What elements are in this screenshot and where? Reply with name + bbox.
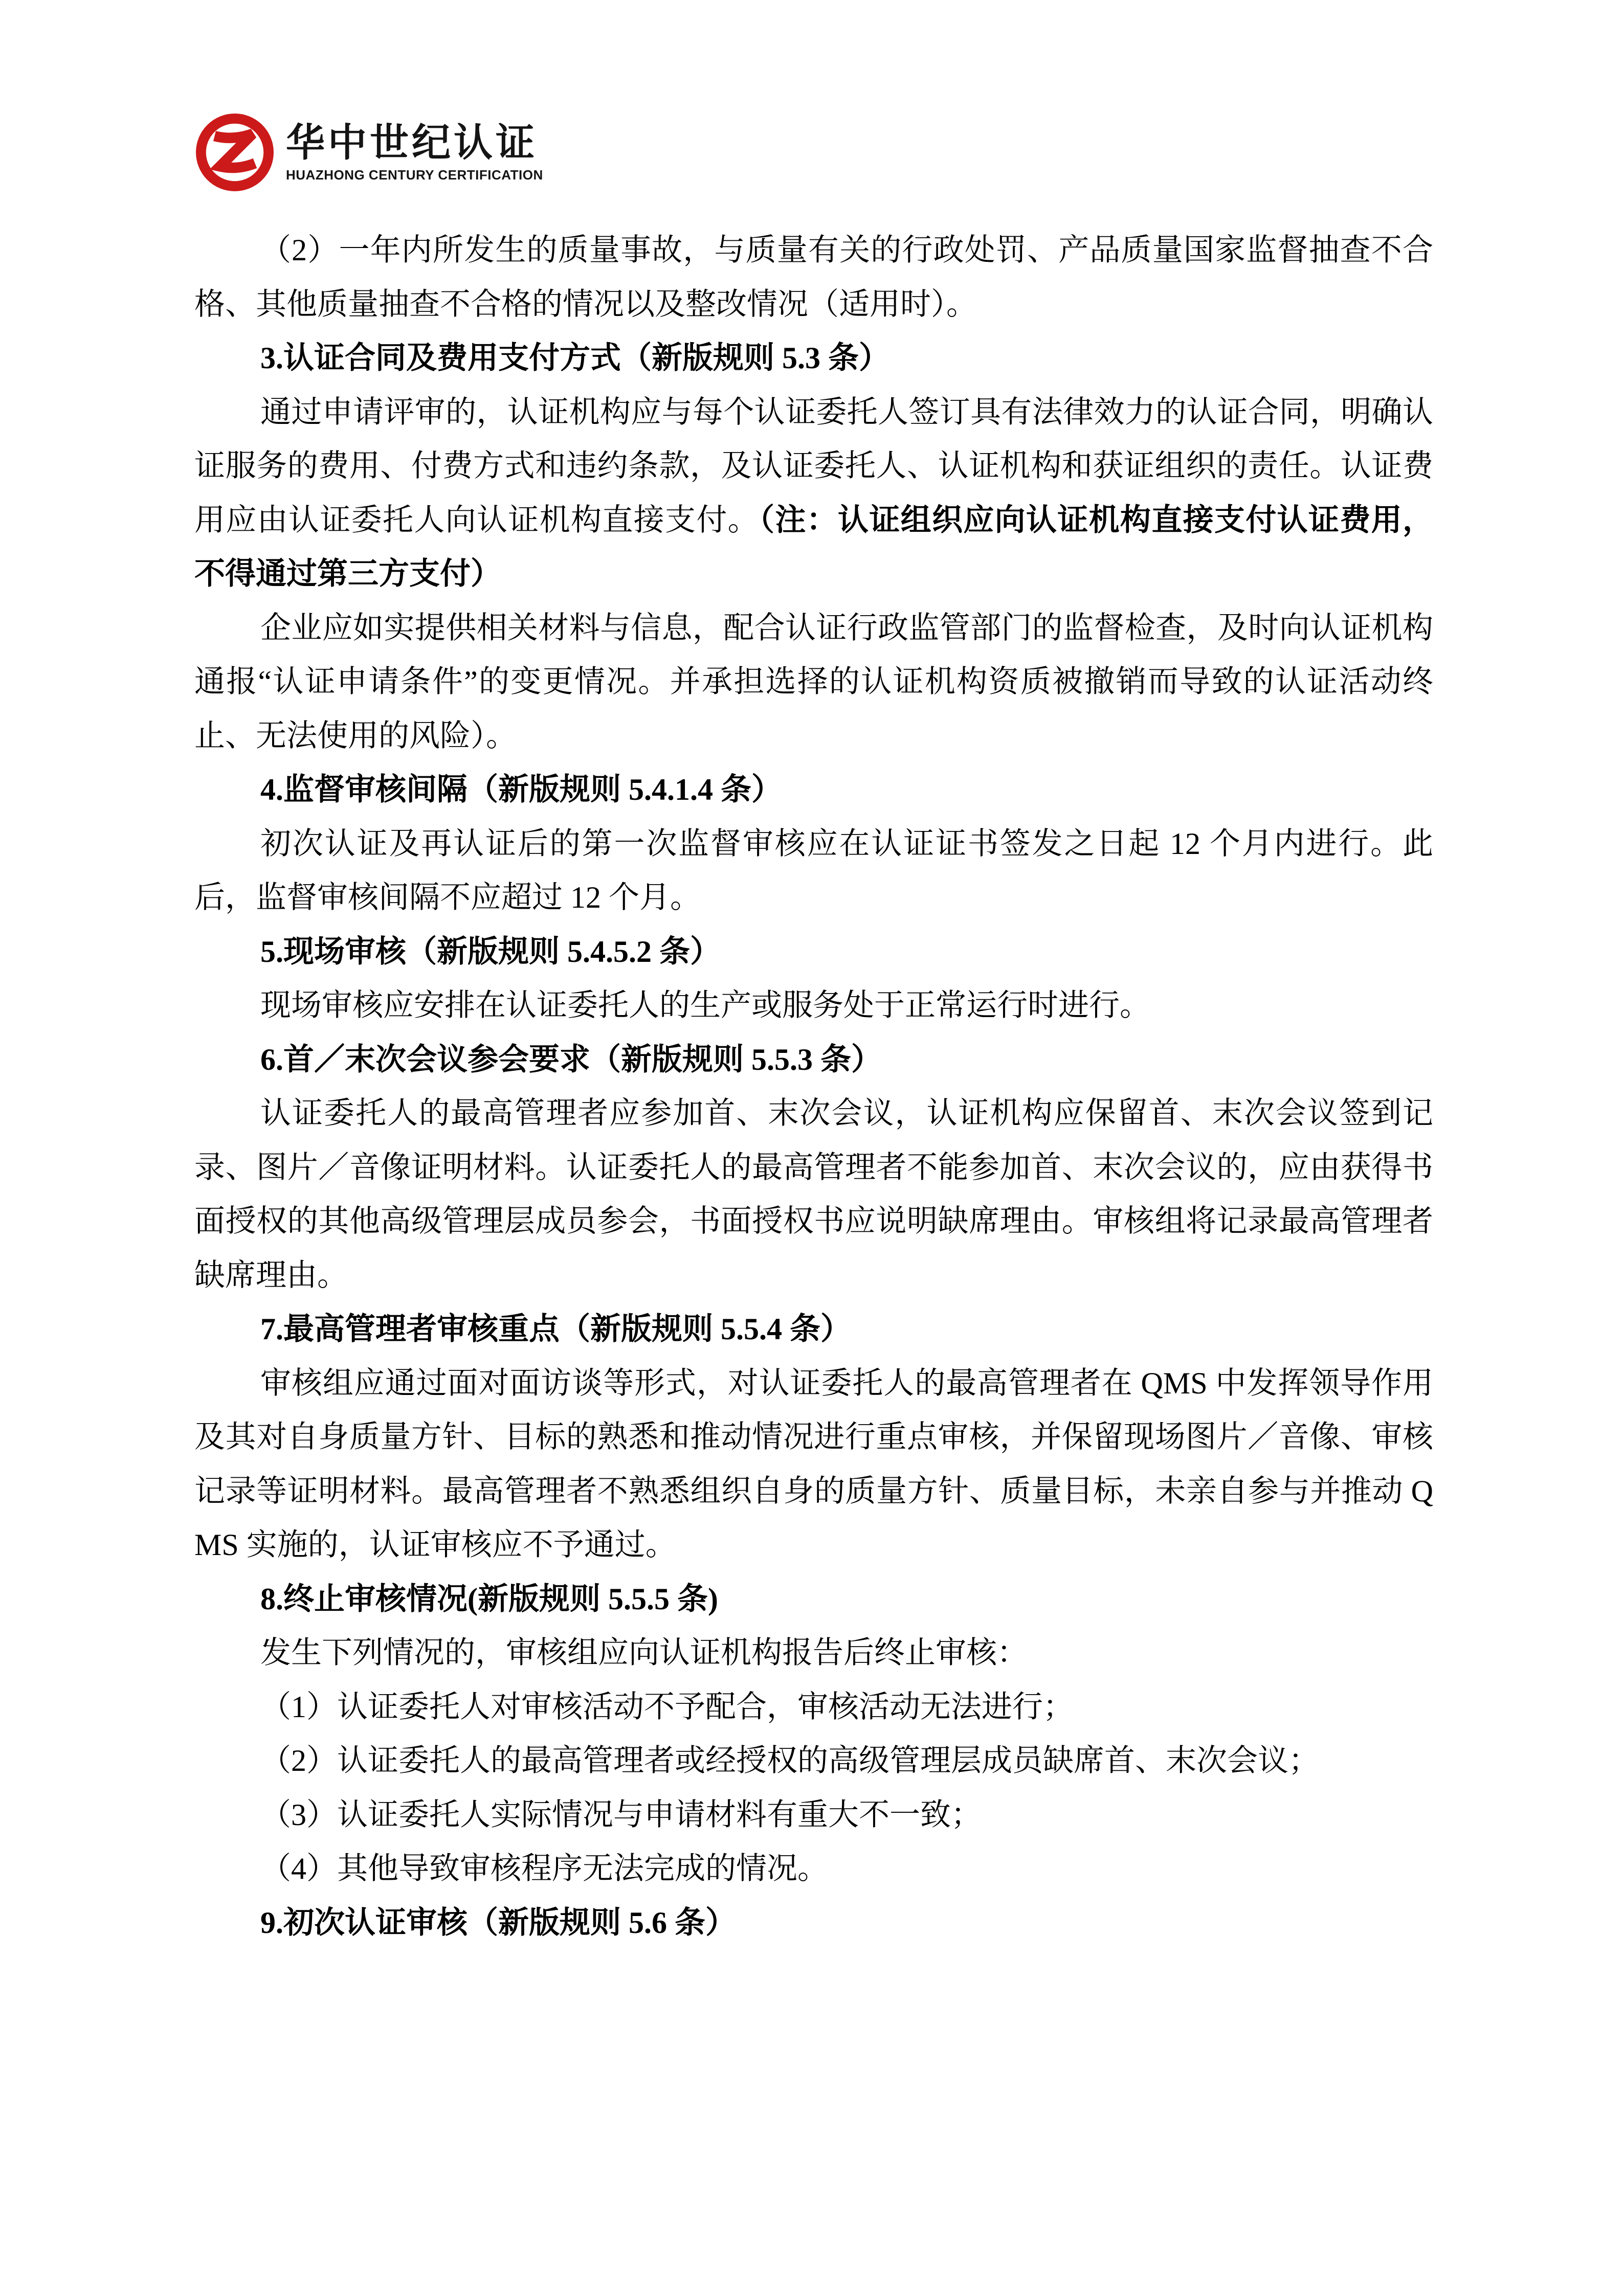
- company-logo: [196, 114, 543, 191]
- section-heading: [194, 763, 1433, 817]
- body-paragraph: [194, 1357, 1433, 1572]
- bold-text-run: （注：认证组织应向认证机构直接支付认证费用，不得通过第三方支付）: [194, 503, 1433, 591]
- body-paragraph: [194, 386, 1433, 601]
- text-run: （2）认证委托人的最高管理者或经授权的高级管理层成员缺席首、末次会议；: [260, 1744, 1319, 1777]
- body-paragraph: [194, 223, 1433, 331]
- bold-text-run: 6.首／末次会议参会要求（新版规则 5.5.3 条）: [260, 1042, 882, 1076]
- logo-subtitle-en: HUAZHONG CENTURY CERTIFICATION: [286, 167, 543, 183]
- section-heading: [194, 1896, 1433, 1950]
- section-heading: [194, 925, 1433, 979]
- bold-text-run: 5.现场审核（新版规则 5.4.5.2 条）: [260, 934, 721, 969]
- logo-title-zh: 华中世纪认证: [286, 121, 538, 165]
- bold-text-run: 7.最高管理者审核重点（新版规则 5.5.4 条）: [260, 1312, 851, 1346]
- logo-text-block: [286, 121, 543, 183]
- section-heading: [194, 1302, 1433, 1357]
- text-run: 企业应如实提供相关材料与信息，配合认证行政监管部门的监督检查，及时向认证机构通报“认证申请条件”的变更情况。并承担选择的认证机构资质被撤销而导致的认证活动终止、无法使用的风险）。: [194, 611, 1433, 753]
- body-paragraph: [194, 601, 1433, 763]
- text-run: （3）认证委托人实际情况与申请材料有重大不一致；: [260, 1797, 982, 1832]
- text-run: 通过申请评审的，认证机构应与每个认证委托人签订具有法律效力的认证合同，明确认证服务的费用、付费方式和违约条款，及认证委托人、认证机构和获证组织的责任。认证费用应由认证委托人向认证机构直接支付。: [194, 395, 1433, 537]
- text-run: 发生下列情况的，审核组应向认证机构报告后终止审核：: [260, 1636, 1028, 1670]
- bold-text-run: 3.认证合同及费用支付方式（新版规则 5.3 条）: [260, 341, 889, 375]
- document-body: [194, 223, 1433, 1950]
- section-heading: [194, 1033, 1433, 1087]
- text-run: （1）认证委托人对审核活动不予配合，审核活动无法进行；: [260, 1690, 1074, 1724]
- body-paragraph: [194, 1626, 1433, 1680]
- text-run: 现场审核应安排在认证委托人的生产或服务处于正常运行时进行。: [260, 988, 1150, 1022]
- text-run: （4）其他导致审核程序无法完成的情况。: [260, 1852, 828, 1885]
- body-paragraph: [194, 979, 1433, 1033]
- text-run: 审核组应通过面对面访谈等形式，对认证委托人的最高管理者在 QMS 中发挥领导作用及其对自身质量方针、目标的熟悉和推动情况进行重点审核，并保留现场图片／音像、审核记录等证明材料。最高管理者不熟悉组织自身的质量方针、质量目标，未亲自参与并推动 QMS 实施的，认证审核应不予通过。: [194, 1366, 1433, 1562]
- section-heading: [194, 331, 1433, 386]
- body-paragraph: [194, 1788, 1433, 1842]
- bold-text-run: 8.终止审核情况(新版规则 5.5.5 条): [260, 1582, 718, 1616]
- bold-text-run: 4.监督审核间隔（新版规则 5.4.1.4 条）: [260, 773, 782, 806]
- body-paragraph: [194, 1842, 1433, 1896]
- body-paragraph: [194, 1087, 1433, 1302]
- section-heading: [194, 1572, 1433, 1627]
- body-paragraph: [194, 1680, 1433, 1735]
- body-paragraph: [194, 1734, 1433, 1788]
- text-run: （2）一年内所发生的质量事故，与质量有关的行政处罚、产品质量国家监督抽查不合格、其他质量抽查不合格的情况以及整改情况（适用时）。: [194, 233, 1433, 321]
- body-paragraph: [194, 817, 1433, 925]
- text-run: 初次认证及再认证后的第一次监督审核应在认证证书签发之日起 12 个月内进行。此后，监督审核间隔不应超过 12 个月。: [194, 826, 1433, 914]
- bold-text-run: 9.初次认证审核（新版规则 5.6 条）: [260, 1905, 736, 1940]
- text-run: 认证委托人的最高管理者应参加首、末次会议，认证机构应保留首、末次会议签到记录、图片／音像证明材料。认证委托人的最高管理者不能参加首、末次会议的，应由获得书面授权的其他高级管理层成员参会，书面授权书应说明缺席理由。审核组将记录最高管理者缺席理由。: [194, 1096, 1433, 1292]
- huazhong-z-seal-icon: [196, 114, 274, 191]
